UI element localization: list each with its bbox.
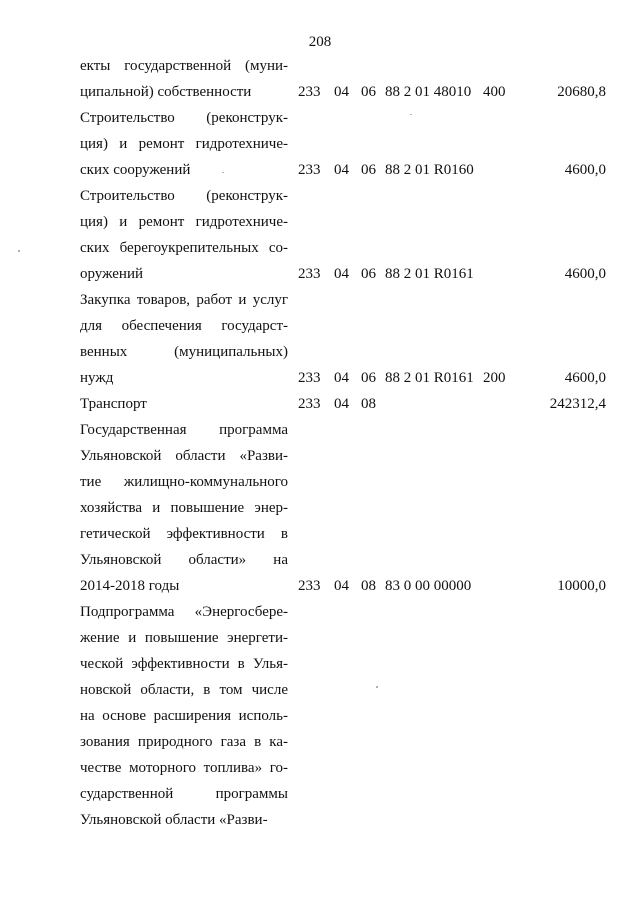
- table-row: [0, 599, 640, 833]
- row-description: [80, 287, 288, 391]
- subsection-code: 06: [361, 370, 376, 386]
- row-description: [80, 599, 288, 833]
- grbs-code: 233: [298, 266, 321, 282]
- table-row: [0, 53, 640, 105]
- description-line: 2014-2018 годы: [80, 578, 180, 594]
- amount-value: 4600,0: [564, 266, 606, 282]
- amount-value: 10000,0: [557, 578, 606, 594]
- row-description: [80, 417, 288, 599]
- scan-speck: [376, 686, 378, 688]
- section-code: 04: [334, 266, 349, 282]
- description-line: зования природного газа в ка-: [80, 734, 288, 750]
- amount-value: 4600,0: [564, 162, 606, 178]
- description-line: ских сооружений: [80, 162, 191, 178]
- target-item-code: 88 2 01 R0161: [385, 370, 474, 386]
- description-line: ципальной) собственности: [80, 84, 252, 100]
- subsection-code: 08: [361, 396, 376, 412]
- description-line: Ульяновской области «Разви-: [80, 812, 268, 828]
- target-item-code: 88 2 01 48010: [385, 84, 472, 100]
- target-item-code: 83 0 00 00000: [385, 578, 472, 594]
- description-line: гетической эффективности в: [80, 526, 288, 542]
- table-row: [0, 105, 640, 183]
- description-line: честве моторного топлива» го-: [80, 760, 288, 776]
- table-row: [0, 391, 640, 417]
- description-line: венных (муниципальных): [80, 344, 288, 360]
- row-description: [80, 105, 288, 183]
- expense-type-code: 200: [483, 370, 506, 386]
- description-line: на основе расширения исполь-: [80, 708, 288, 724]
- row-description: [80, 391, 288, 417]
- row-description: [80, 183, 288, 287]
- description-line: для обеспечения государст-: [80, 318, 288, 334]
- target-item-code: 88 2 01 R0160: [385, 162, 474, 178]
- description-line: Транспорт: [80, 396, 147, 412]
- page-number: 208: [308, 34, 332, 50]
- row-description: [80, 53, 288, 105]
- description-line: хозяйства и повышение энер-: [80, 500, 288, 516]
- amount-value: 242312,4: [549, 396, 606, 412]
- scan-speck: [18, 250, 20, 252]
- description-line: Подпрограмма «Энергосбере-: [80, 604, 288, 620]
- section-code: 04: [334, 578, 349, 594]
- description-line: Ульяновской области «Разви-: [80, 448, 288, 464]
- subsection-code: 06: [361, 162, 376, 178]
- expense-type-code: 400: [483, 84, 506, 100]
- subsection-code: 08: [361, 578, 376, 594]
- description-line: Закупка товаров, работ и услуг: [80, 292, 288, 308]
- table-row: [0, 417, 640, 599]
- grbs-code: 233: [298, 162, 321, 178]
- description-line: Строительство (реконструк-: [80, 110, 288, 126]
- scan-speck: [410, 114, 412, 115]
- budget-table: [0, 53, 640, 833]
- description-line: жение и повышение энергети-: [80, 630, 288, 646]
- table-row: [0, 183, 640, 287]
- section-code: 04: [334, 84, 349, 100]
- description-line: ческой эффективности в Улья-: [80, 656, 288, 672]
- section-code: 04: [334, 396, 349, 412]
- section-code: 04: [334, 370, 349, 386]
- description-line: ция) и ремонт гидротехниче-: [80, 214, 288, 230]
- description-line: Ульяновской области» на: [80, 552, 288, 568]
- description-line: ция) и ремонт гидротехниче-: [80, 136, 288, 152]
- amount-value: 4600,0: [564, 370, 606, 386]
- grbs-code: 233: [298, 578, 321, 594]
- description-line: новской области, в том числе: [80, 682, 288, 698]
- description-line: Строительство (реконструк-: [80, 188, 288, 204]
- description-line: тие жилищно-коммунального: [80, 474, 288, 490]
- grbs-code: 233: [298, 84, 321, 100]
- description-line: оружений: [80, 266, 144, 282]
- description-line: нужд: [80, 370, 114, 386]
- grbs-code: 233: [298, 370, 321, 386]
- table-row: [0, 287, 640, 391]
- section-code: 04: [334, 162, 349, 178]
- description-line: екты государственной (муни-: [80, 58, 288, 74]
- subsection-code: 06: [361, 84, 376, 100]
- grbs-code: 233: [298, 396, 321, 412]
- description-line: ских берегоукрепительных со-: [80, 240, 288, 256]
- subsection-code: 06: [361, 266, 376, 282]
- description-line: сударственной программы: [80, 786, 288, 802]
- target-item-code: 88 2 01 R0161: [385, 266, 474, 282]
- scan-speck: [222, 172, 224, 173]
- description-line: Государственная программа: [80, 422, 288, 438]
- amount-value: 20680,8: [557, 84, 606, 100]
